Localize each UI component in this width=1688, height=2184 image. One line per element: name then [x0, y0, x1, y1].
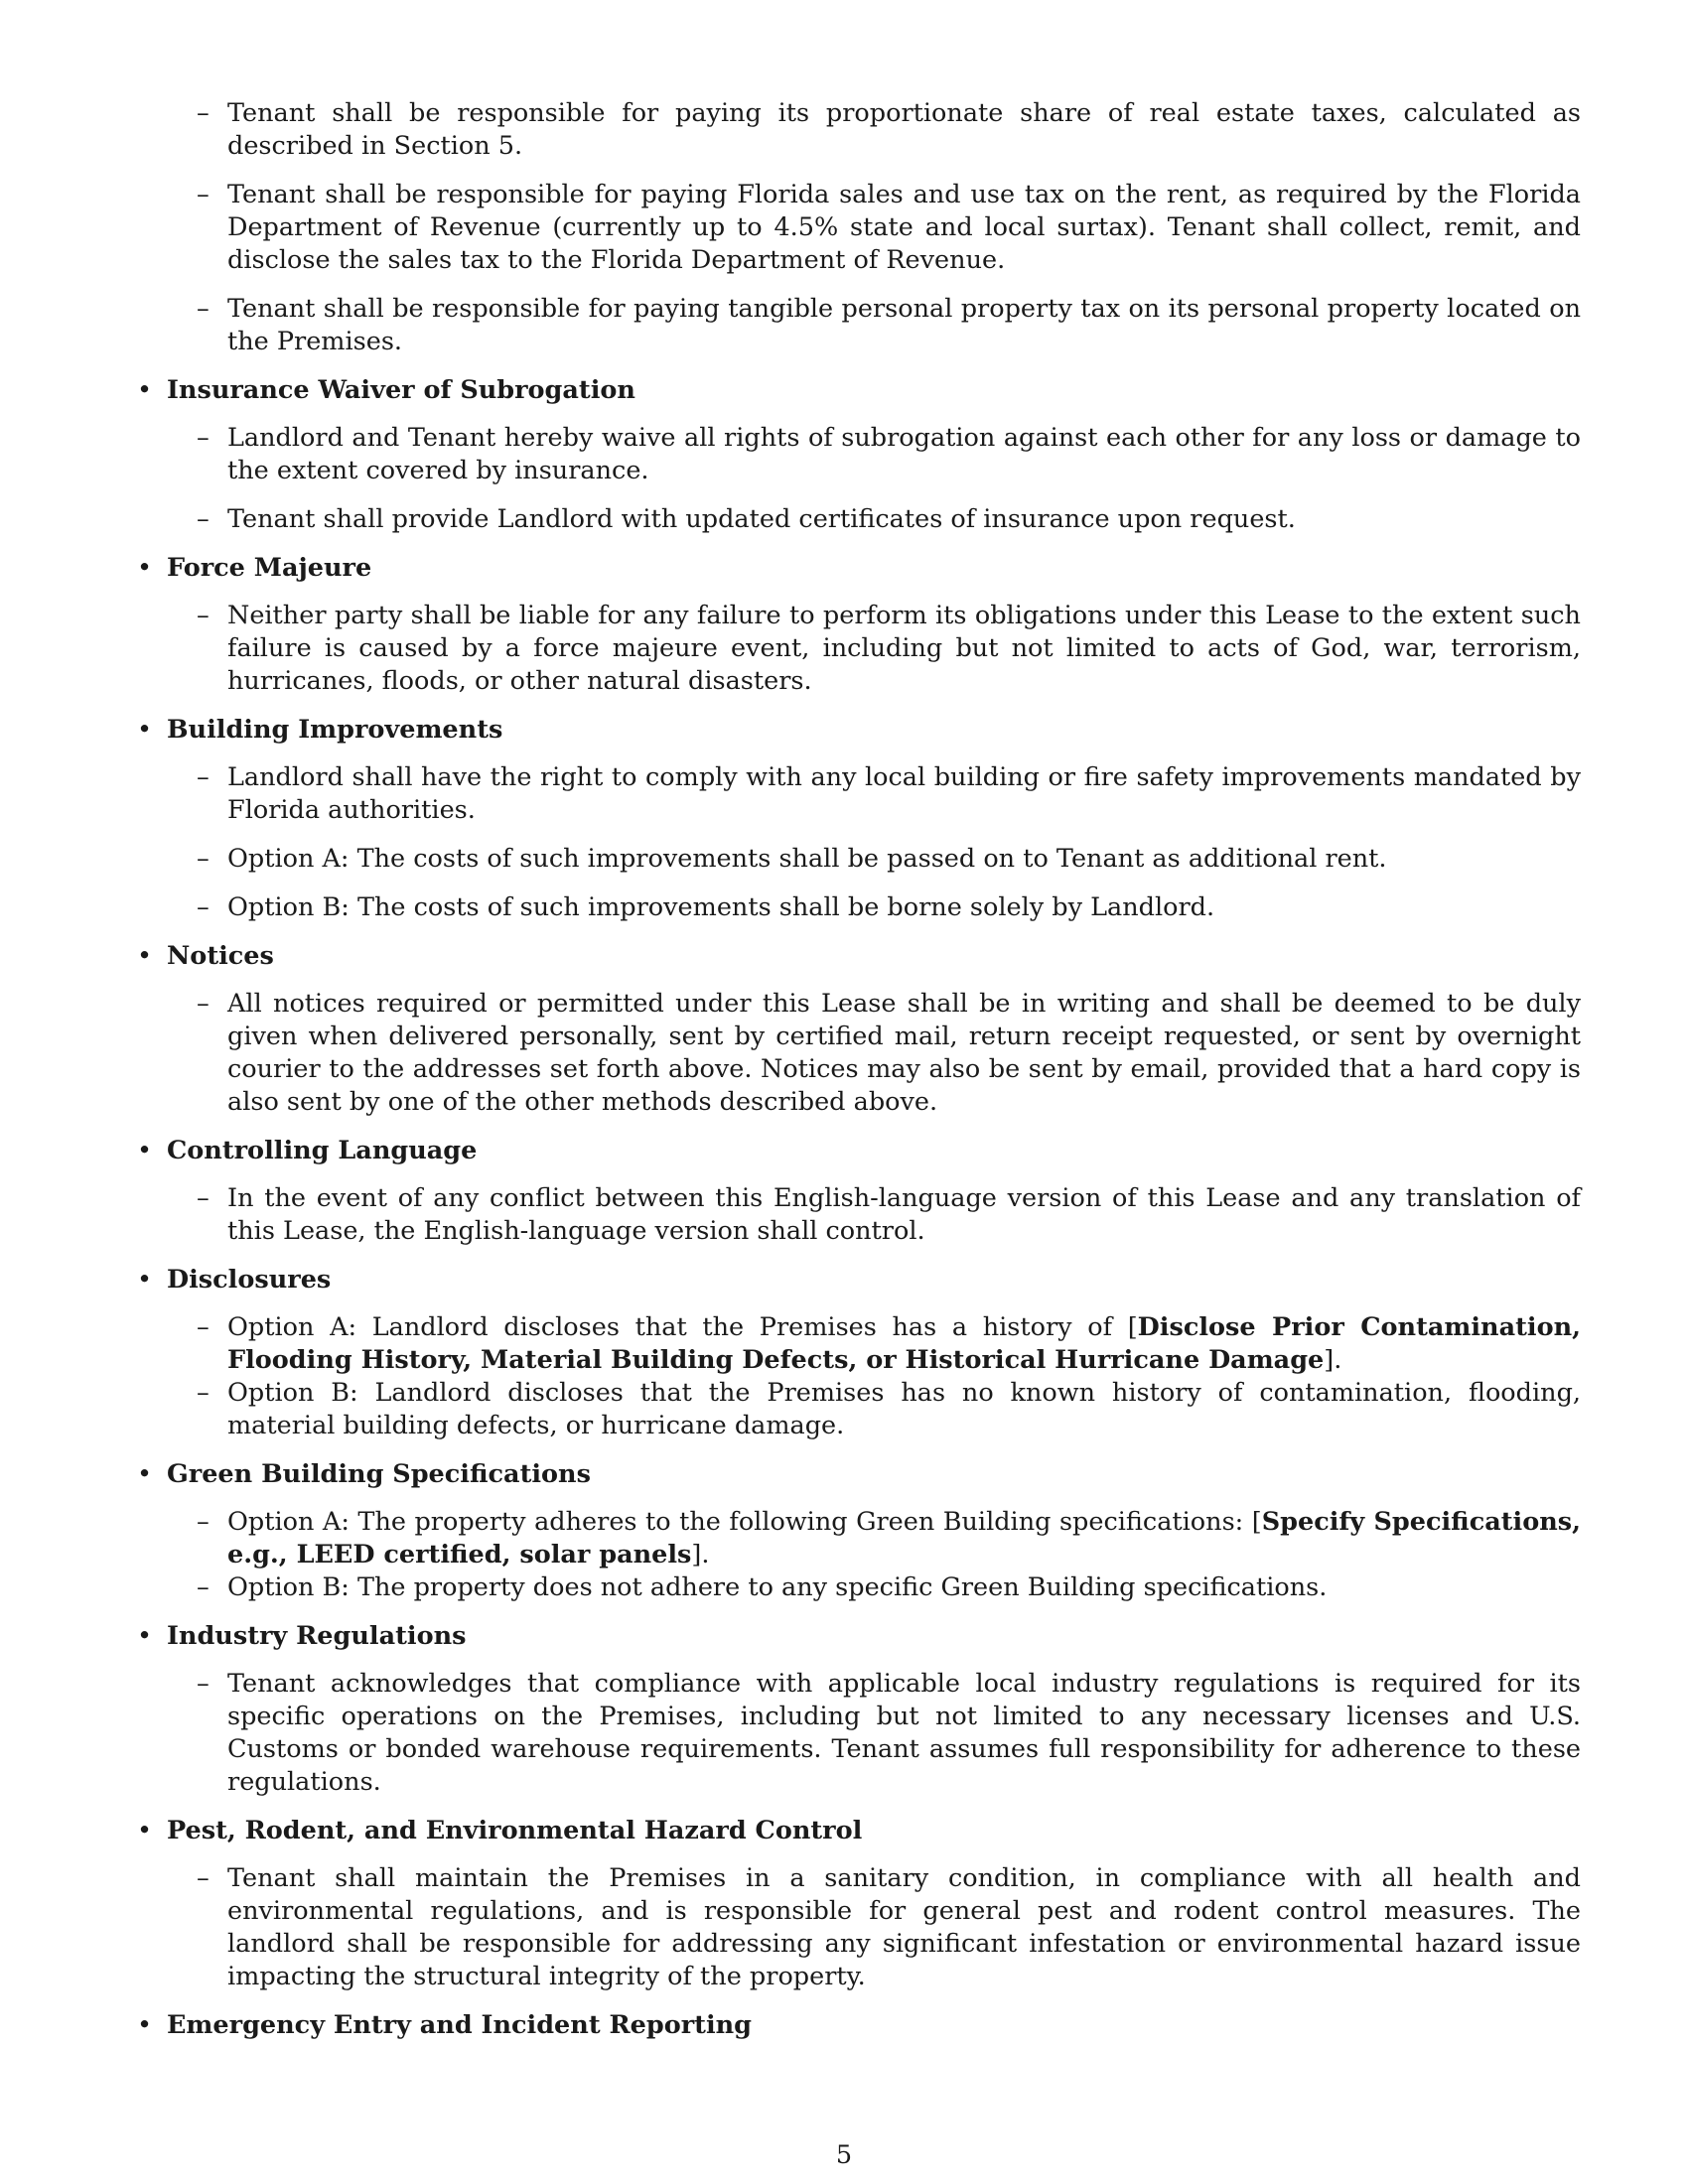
- page-content: [135, 97, 1581, 2057]
- list-item: – Option B: The costs of such improvements shall be borne solely by Landlord.: [197, 892, 1215, 922]
- section-items: [135, 1311, 1581, 1442]
- section-heading: • Force Majeure: [137, 553, 372, 583]
- list-item: – Tenant shall provide Landlord with updated certificates of insurance upon request.: [197, 504, 1296, 534]
- section-industry-regulations: [135, 1620, 1581, 1799]
- list-item: – Landlord shall have the right to comply with any local building or fire safety improvements mandated by Florida authorities.: [197, 762, 1581, 825]
- section-items: [135, 600, 1581, 698]
- section-heading: • Building Improvements: [137, 715, 503, 745]
- bullet-marker: •: [137, 1621, 153, 1651]
- bullet-marker: •: [137, 1816, 153, 1845]
- dash-marker: –: [197, 601, 210, 630]
- dash-marker: –: [197, 294, 210, 324]
- section-disclosures: [135, 1264, 1581, 1442]
- section-heading: • Pest, Rodent, and Environmental Hazard Control: [137, 1816, 863, 1845]
- section-items: [135, 1668, 1581, 1799]
- section-items: [135, 1182, 1581, 1248]
- list-item: – Tenant shall be responsible for paying tangible personal property tax on its personal property located on the Premises.: [197, 294, 1581, 356]
- list-item: – Tenant acknowledges that compliance with applicable local industry regulations is required for its specific operations on the Premises, including but not limited to any necessary licenses and U.S. Customs or bonded warehouse requirements. Tenant assumes full responsibility for adherence to these regulations.: [197, 1669, 1581, 1797]
- list-item: – Option A: Landlord discloses that the Premises has a history of [Disclose Prior Contamination, Flooding History, Material Building Defects, or Historical Hurricane Damage].: [197, 1312, 1581, 1375]
- bullet-marker: •: [137, 375, 153, 405]
- list-item: – Tenant shall be responsible for paying its proportionate share of real estate taxes, calculated as described in Section 5.: [197, 98, 1581, 161]
- list-item: – Neither party shall be liable for any failure to perform its obligations under this Lease to the extent such failure is caused by a force majeure event, including but not limited to acts of God, war, terrorism, hurricanes, floods, or other natural disasters.: [197, 601, 1581, 696]
- section-heading: • Industry Regulations: [137, 1621, 467, 1651]
- list-item: – Tenant shall be responsible for paying Florida sales and use tax on the rent, as required by the Florida Department of Revenue (currently up to 4.5% state and local surtax). Tenant shall collect, remit, and disclose the sales tax to the Florida Department of Revenue.: [197, 180, 1581, 275]
- list-item: – Option B: The property does not adhere to any specific Green Building specifications.: [197, 1572, 1328, 1602]
- section-heading: • Controlling Language: [137, 1136, 478, 1165]
- dash-marker: –: [197, 1183, 210, 1213]
- section-pest-control: [135, 1815, 1581, 1993]
- dash-marker: –: [197, 844, 210, 874]
- dash-marker: –: [197, 762, 210, 792]
- dash-marker: –: [197, 98, 210, 128]
- dash-marker: –: [197, 1378, 210, 1408]
- list-item: – Option A: The property adheres to the following Green Building specifications: [Specify Specifications, e.g., LEED certified, solar panels].: [197, 1507, 1581, 1570]
- bullet-marker: •: [137, 715, 153, 745]
- bullet-marker: •: [137, 1459, 153, 1489]
- page-number: 5: [835, 2140, 853, 2170]
- section-heading: • Emergency Entry and Incident Reporting: [137, 2010, 753, 2040]
- list-item: – In the event of any conflict between this English-language version of this Lease and any translation of this Lease, the English-language version shall control.: [197, 1183, 1581, 1246]
- dash-marker: –: [197, 504, 210, 534]
- list-item: – Option B: Landlord discloses that the Premises has no known history of contamination, flooding, material building defects, or hurricane damage.: [197, 1378, 1581, 1440]
- section-insurance: [135, 374, 1581, 536]
- dash-marker: –: [197, 1863, 210, 1893]
- bullet-marker: •: [137, 941, 153, 971]
- section-notices: [135, 940, 1581, 1119]
- bullet-marker: •: [137, 1265, 153, 1295]
- list-item: – Option A: The costs of such improvements shall be passed on to Tenant as additional rent.: [197, 844, 1387, 874]
- dash-marker: –: [197, 1507, 210, 1537]
- bullet-marker: •: [137, 553, 153, 583]
- bullet-marker: •: [137, 2010, 153, 2040]
- dash-marker: –: [197, 989, 210, 1019]
- section-force-majeure: [135, 552, 1581, 698]
- dash-marker: –: [197, 892, 210, 922]
- dash-marker: –: [197, 180, 210, 209]
- list-item: – Landlord and Tenant hereby waive all rights of subrogation against each other for any loss or damage to the extent covered by insurance.: [197, 423, 1581, 485]
- section-items: [135, 422, 1581, 536]
- bullet-marker: •: [137, 1136, 153, 1165]
- section-items: [135, 988, 1581, 1119]
- section-controlling-language: [135, 1135, 1581, 1248]
- section-items: [135, 1506, 1581, 1604]
- section-items: [135, 1862, 1581, 1993]
- dash-marker: –: [197, 423, 210, 453]
- section-heading: • Green Building Specifications: [137, 1459, 591, 1489]
- section-emergency-entry: [135, 2009, 1581, 2042]
- section-green-building: [135, 1458, 1581, 1604]
- section-items: [135, 761, 1581, 924]
- section-heading: • Insurance Waiver of Subrogation: [137, 375, 635, 405]
- tax-items: [135, 97, 1581, 358]
- dash-marker: –: [197, 1312, 210, 1342]
- dash-marker: –: [197, 1572, 210, 1602]
- list-item: – All notices required or permitted under this Lease shall be in writing and shall be deemed to be duly given when delivered personally, sent by certified mail, return receipt requested, or sent by overnight courier to the addresses set forth above. Notices may also be sent by email, provided that a hard copy is also sent by one of the other methods described above.: [197, 989, 1581, 1117]
- section-heading: • Notices: [137, 941, 274, 971]
- section-heading: • Disclosures: [137, 1265, 332, 1295]
- section-building-improvements: [135, 714, 1581, 924]
- dash-marker: –: [197, 1669, 210, 1699]
- list-item: – Tenant shall maintain the Premises in a sanitary condition, in compliance with all health and environmental regulations, and is responsible for general pest and rodent control measures. The landlord shall be responsible for addressing any significant infestation or environmental hazard issue impacting the structural integrity of the property.: [197, 1863, 1581, 1991]
